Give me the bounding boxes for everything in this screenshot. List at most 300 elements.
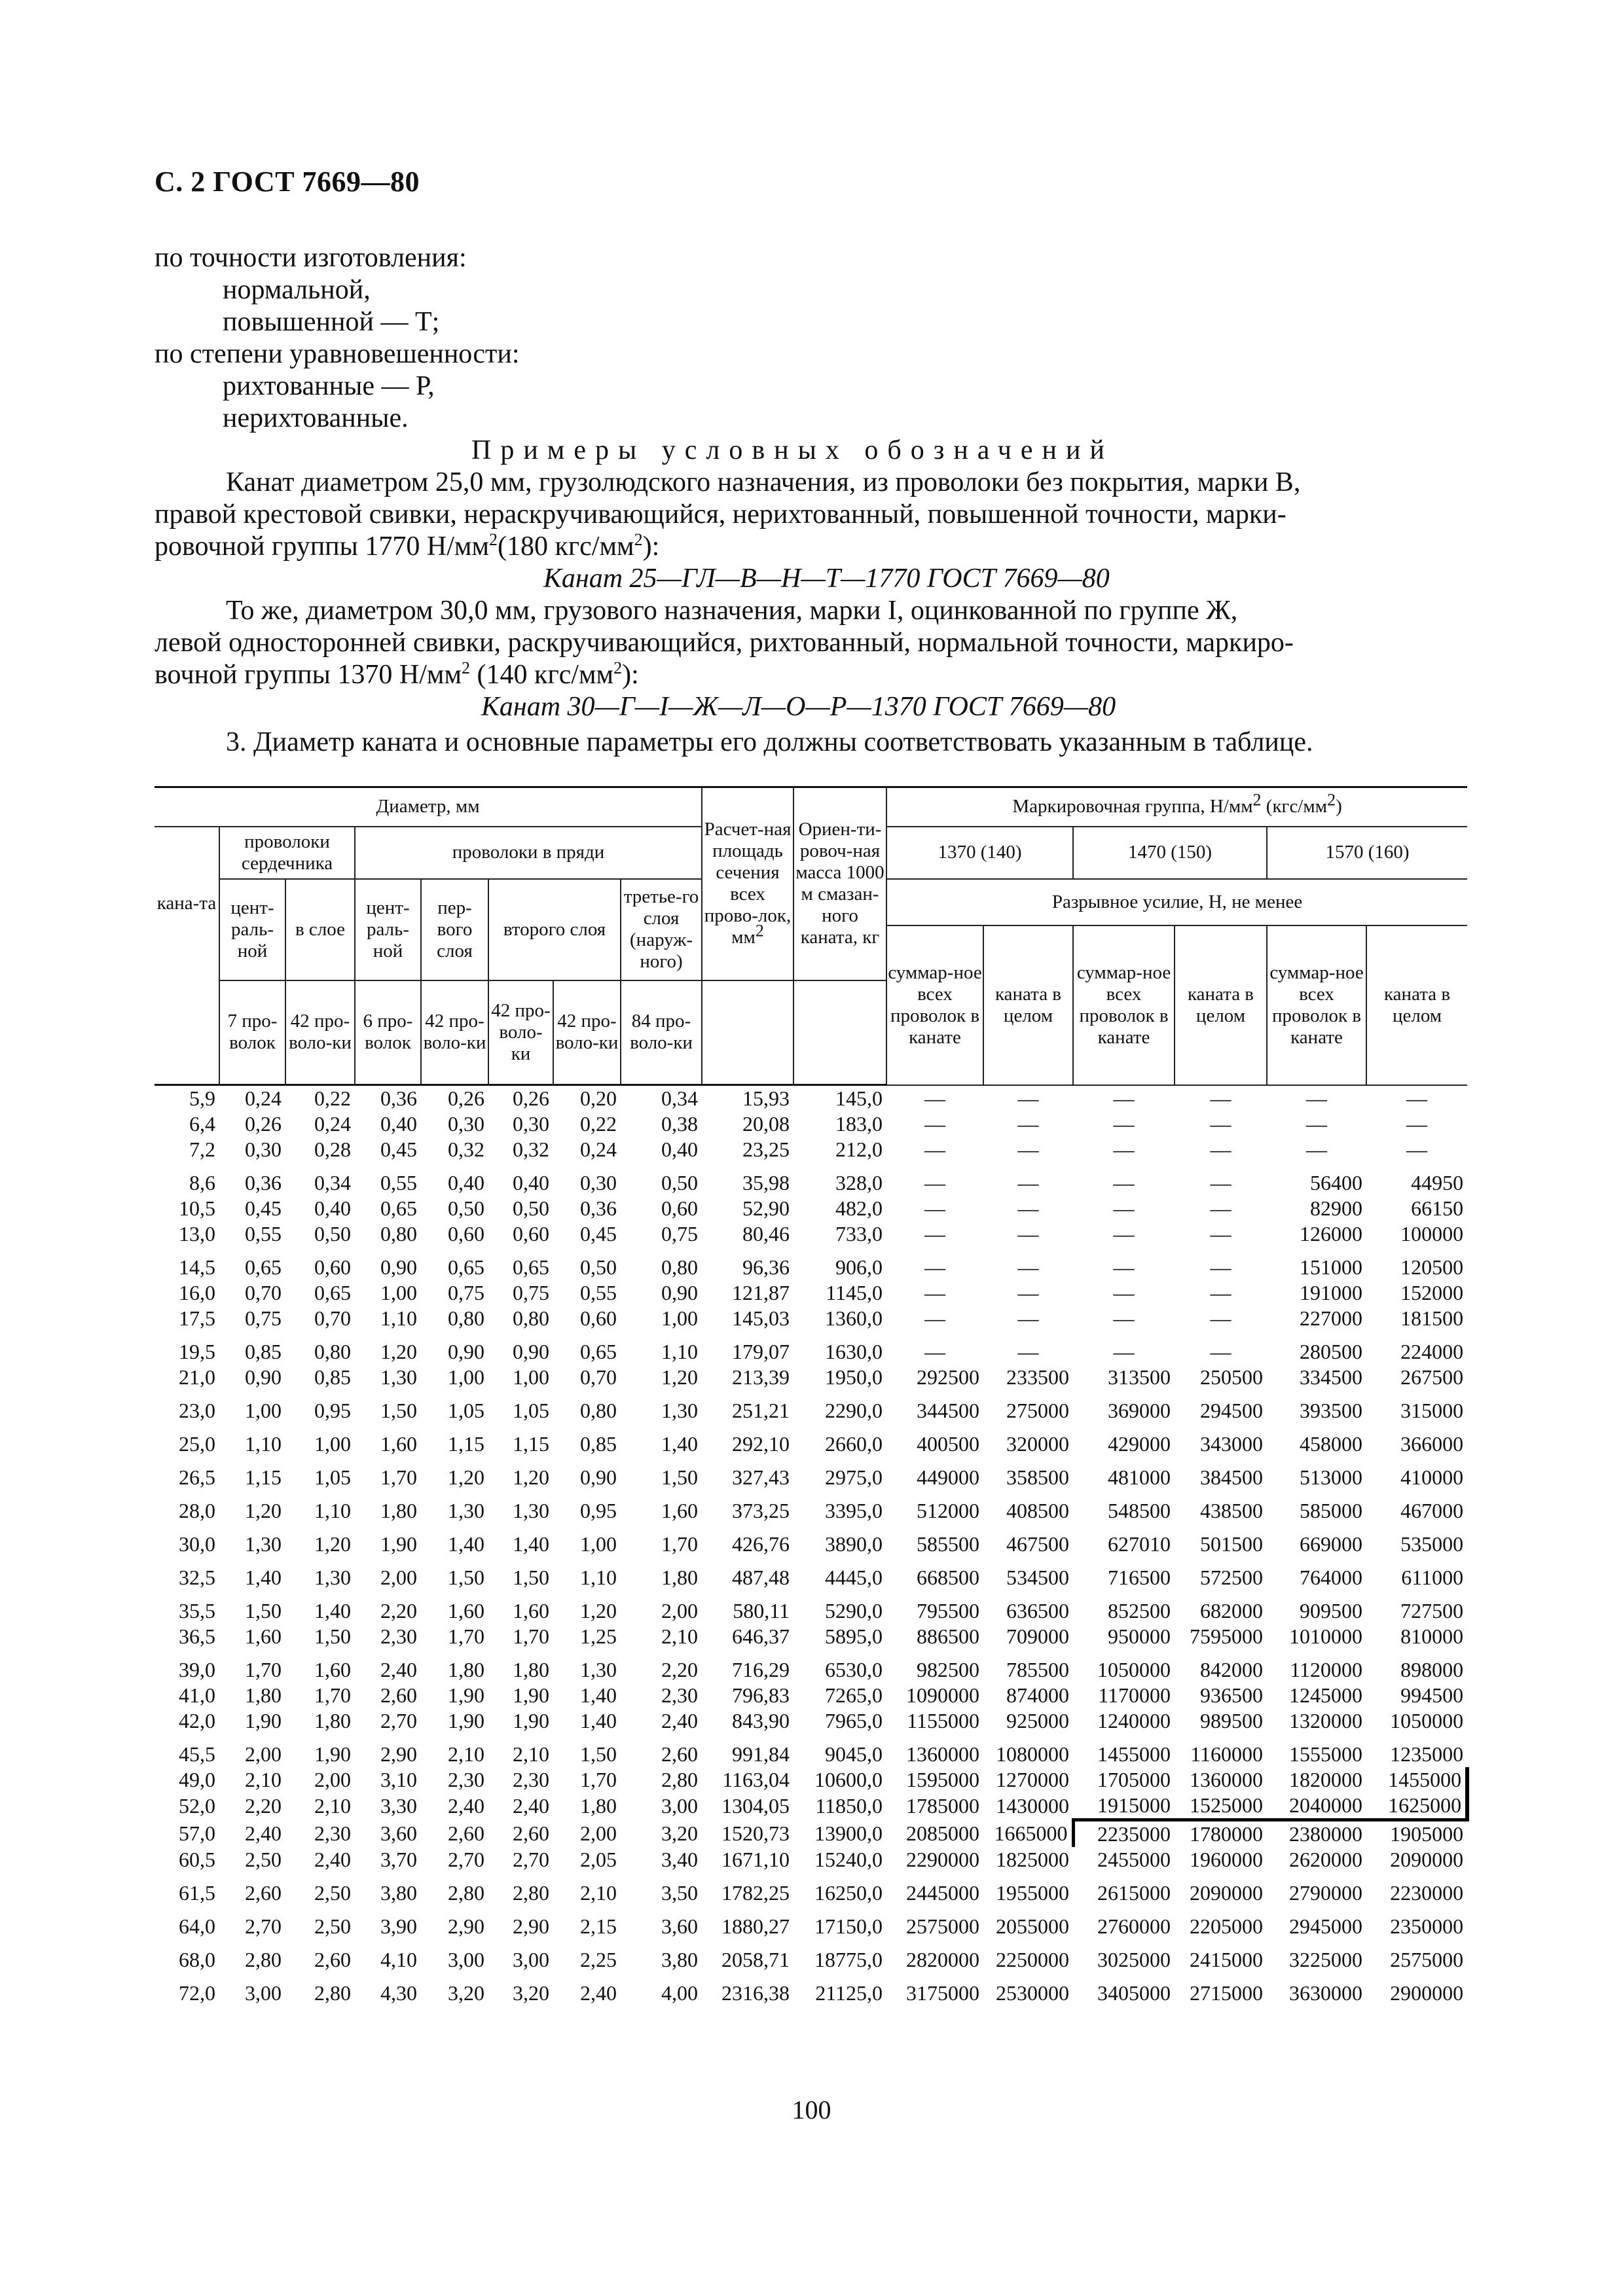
table-cell: 0,30 xyxy=(580,1171,617,1194)
spacer-cell xyxy=(155,1906,1467,1914)
table-row xyxy=(155,1111,1467,1137)
table-cell: 2,40 xyxy=(448,1794,484,1818)
table-cell: 1,15 xyxy=(513,1432,549,1456)
table-cell: 438500 xyxy=(1200,1499,1264,1522)
table-row xyxy=(155,1365,1467,1390)
table-cell: 2,80 xyxy=(661,1768,699,1791)
intro-line: нерихтованные. xyxy=(223,403,409,433)
table-cell: 548500 xyxy=(1108,1499,1171,1522)
group-header: Маркировочная группа, $Н/мм^2$ $(кгс/мм^2)$ xyxy=(886,787,1467,827)
table-cell: 874000 xyxy=(1006,1683,1070,1707)
table-cell: 2,10 xyxy=(661,1624,699,1648)
table-cell: 1320000 xyxy=(1289,1709,1363,1732)
table-cell: 2760000 xyxy=(1097,1914,1171,1938)
table-cell: 1905000 xyxy=(1390,1822,1464,1846)
table-cell: 843,90 xyxy=(732,1709,790,1732)
table-cell: — xyxy=(1017,1196,1039,1220)
table-cell: 886500 xyxy=(917,1624,980,1648)
table-cell: 1090000 xyxy=(906,1683,980,1707)
table-cell: 1,50 xyxy=(245,1599,282,1623)
table-cell: 0,50 xyxy=(661,1171,699,1194)
table-cell: 2,30 xyxy=(448,1768,484,1791)
table-cell: 1,60 xyxy=(513,1599,549,1623)
table-cell: 3405000 xyxy=(1097,1981,1171,2005)
table-cell: 410000 xyxy=(1400,1465,1464,1489)
row-spacer xyxy=(155,1457,1467,1465)
table-cell: 0,65 xyxy=(245,1255,282,1279)
table-cell: 0,90 xyxy=(513,1340,549,1363)
table-header xyxy=(155,787,1467,1085)
table-cell: 15240,0 xyxy=(814,1848,883,1871)
spacer-cell xyxy=(155,1331,1467,1339)
table-cell: 487,48 xyxy=(732,1566,790,1589)
table-cell: 369000 xyxy=(1108,1399,1171,1422)
table-cell: 100000 xyxy=(1400,1222,1464,1246)
table-cell: 344500 xyxy=(917,1399,980,1422)
table-cell: 0,38 xyxy=(661,1112,699,1136)
table-cell: 1,20 xyxy=(380,1340,417,1363)
table-cell: 2,30 xyxy=(380,1624,417,1648)
table-cell: 52,90 xyxy=(742,1196,790,1220)
row-spacer xyxy=(155,1590,1467,1598)
table-cell: 2,10 xyxy=(513,1742,549,1766)
table-cell: 39,0 xyxy=(179,1658,215,1681)
table-cell: 2,50 xyxy=(314,1881,351,1905)
table-cell: 1270000 xyxy=(996,1768,1070,1791)
table-cell: 7265,0 xyxy=(825,1683,883,1707)
table-cell: 1120000 xyxy=(1290,1658,1363,1681)
core-wire-header: проволоки сердечника xyxy=(219,827,355,879)
table-cell: — xyxy=(1210,1222,1231,1246)
table-cell: 0,40 xyxy=(314,1196,351,1220)
table-row xyxy=(155,1085,1467,1112)
table-cell: 181500 xyxy=(1400,1306,1464,1330)
table-cell: — xyxy=(1210,1171,1231,1194)
table-cell: 668500 xyxy=(917,1566,980,1589)
table-cell: 2,90 xyxy=(448,1914,484,1938)
table-cell: 25,0 xyxy=(179,1432,215,1456)
table-cell: 52,0 xyxy=(179,1794,215,1818)
table-cell: 358500 xyxy=(1006,1465,1070,1489)
table-cell: 1,80 xyxy=(314,1709,351,1732)
table-cell: 2,00 xyxy=(245,1742,282,1766)
central-strand-header: цент-раль-ной xyxy=(355,879,421,980)
row-spacer xyxy=(155,1906,1467,1914)
spacer-cell xyxy=(155,1590,1467,1598)
page-header: С. 2 ГОСТ 7669—80 xyxy=(155,166,420,198)
table-cell: 313500 xyxy=(1108,1365,1171,1389)
table-cell: 0,55 xyxy=(380,1171,417,1194)
row-spacer xyxy=(155,1524,1467,1532)
table-cell: — xyxy=(924,1222,946,1246)
table-cell: 393500 xyxy=(1300,1399,1363,1422)
table-cell: 23,0 xyxy=(179,1399,215,1422)
row-spacer xyxy=(155,1973,1467,1981)
table-cell: 35,5 xyxy=(179,1599,215,1623)
table-cell: 2,00 xyxy=(314,1768,351,1791)
in-layer-header: в слое xyxy=(285,879,355,980)
table-cell: 1,40 xyxy=(314,1599,351,1623)
table-cell: 1,40 xyxy=(513,1532,549,1556)
table-cell: 2,40 xyxy=(580,1981,617,2005)
table-cell: 1,80 xyxy=(380,1499,417,1522)
table-cell: 1,90 xyxy=(448,1709,484,1732)
table-cell: — xyxy=(924,1281,946,1304)
table-cell: 1360000 xyxy=(1190,1768,1264,1791)
table-cell: 2,80 xyxy=(513,1881,549,1905)
table-cell: 1525000 xyxy=(1175,1793,1267,1820)
table-cell: 1,60 xyxy=(245,1624,282,1648)
table-cell: 21125,0 xyxy=(815,1981,883,2005)
table-cell: 2,70 xyxy=(448,1848,484,1871)
whole-1470-header: каната в целом xyxy=(1175,925,1267,1085)
table-cell: 0,40 xyxy=(380,1112,417,1136)
table-cell: 275000 xyxy=(1006,1399,1070,1422)
table-cell: 0,75 xyxy=(448,1281,484,1304)
table-cell: — xyxy=(1017,1222,1039,1246)
table-cell: 0,36 xyxy=(380,1086,417,1110)
table-cell: 458000 xyxy=(1300,1432,1363,1456)
table-cell: 0,65 xyxy=(448,1255,484,1279)
table-cell: 61,5 xyxy=(179,1881,215,1905)
table-cell: 1160000 xyxy=(1190,1742,1264,1766)
table-cell: 26,5 xyxy=(179,1465,215,1489)
table-cell: 1145,0 xyxy=(826,1281,883,1304)
table-cell: 2,60 xyxy=(380,1683,417,1707)
table-row xyxy=(155,1847,1467,1873)
spacer-cell xyxy=(155,1390,1467,1398)
table-cell: 0,40 xyxy=(513,1171,549,1194)
table-cell: 727500 xyxy=(1400,1599,1464,1623)
table-cell: 1705000 xyxy=(1097,1768,1171,1791)
table-cell: — xyxy=(1017,1112,1039,1136)
table-cell: 1,70 xyxy=(314,1683,351,1707)
table-cell: 2290000 xyxy=(906,1848,980,1871)
row-spacer xyxy=(155,1557,1467,1565)
table-cell: 0,90 xyxy=(580,1465,617,1489)
table-cell: 1,10 xyxy=(580,1566,617,1589)
table-cell: — xyxy=(924,1306,946,1330)
table-cell: 0,80 xyxy=(448,1306,484,1330)
table-cell: 0,70 xyxy=(245,1281,282,1304)
table-cell: 1,50 xyxy=(513,1566,549,1589)
table-cell: 72,0 xyxy=(179,1981,215,2005)
table-cell: 2,30 xyxy=(513,1768,549,1791)
table-cell: 2085000 xyxy=(906,1821,980,1845)
table-cell: 1,05 xyxy=(513,1399,549,1422)
table-row xyxy=(155,1742,1467,1767)
table-cell: 57,0 xyxy=(179,1821,215,1845)
table-cell: 994500 xyxy=(1400,1683,1464,1707)
table-cell: 1,70 xyxy=(380,1465,417,1489)
table-cell: 3,00 xyxy=(448,1948,484,1971)
table-row xyxy=(155,1532,1467,1557)
wire-count-2: 42 про-воло-ки xyxy=(285,980,355,1085)
area-header: Расчет-ная площадь сечения всех прово-лок, $мм^2$ xyxy=(702,787,793,980)
table-cell: — xyxy=(1017,1255,1039,1279)
table-cell: 2,90 xyxy=(380,1742,417,1766)
table-cell: 3890,0 xyxy=(825,1532,883,1556)
table-cell: 7,2 xyxy=(189,1138,215,1161)
table-cell: — xyxy=(924,1112,946,1136)
table-cell: 1780000 xyxy=(1190,1822,1264,1846)
table-row xyxy=(155,1914,1467,1939)
table-cell: 0,65 xyxy=(513,1255,549,1279)
spacer-cell xyxy=(155,1524,1467,1532)
table-cell: 0,36 xyxy=(245,1171,282,1194)
table-cell: 2620000 xyxy=(1289,1848,1363,1871)
table-cell: 1950,0 xyxy=(825,1365,883,1389)
table-cell: 0,60 xyxy=(314,1255,351,1279)
table-cell: 2,10 xyxy=(448,1742,484,1766)
table-cell: 1,90 xyxy=(245,1709,282,1732)
table-cell: 0,34 xyxy=(661,1086,699,1110)
table-cell: 481000 xyxy=(1108,1465,1171,1489)
table-cell: 2,80 xyxy=(245,1948,282,1971)
table-cell: 1,20 xyxy=(314,1532,351,1556)
table-cell: 328,0 xyxy=(835,1171,883,1194)
table-cell: 2,80 xyxy=(448,1881,484,1905)
table-cell: 2,20 xyxy=(661,1658,699,1681)
table-cell: 1240000 xyxy=(1097,1709,1171,1732)
table-row xyxy=(155,1981,1467,2006)
wire-count-1: 7 про-волок xyxy=(219,980,285,1085)
table-cell: 512000 xyxy=(917,1499,980,1522)
table-cell: 1,90 xyxy=(513,1683,549,1707)
table-cell: 0,95 xyxy=(580,1499,617,1522)
example1-line3: ровочной группы 1770 $Н/мм^2(180$ кгс/$мм^2$): xyxy=(155,530,660,562)
table-cell: 18775,0 xyxy=(814,1948,883,1971)
table-cell: 1050000 xyxy=(1097,1658,1171,1681)
table-cell: 0,50 xyxy=(314,1222,351,1246)
table-cell: 0,60 xyxy=(661,1196,699,1220)
example2-line3: вочной группы 1370 $Н/мм^2$ (140 кгс/$мм^2$): xyxy=(155,658,639,690)
table-cell: 0,85 xyxy=(245,1340,282,1363)
wire-count-3: 6 про-волок xyxy=(355,980,421,1085)
table-cell: 1,00 xyxy=(513,1365,549,1389)
table-cell: 292,10 xyxy=(732,1432,790,1456)
table-cell: — xyxy=(1113,1340,1135,1363)
table-cell: 3225000 xyxy=(1289,1948,1363,1971)
table-row xyxy=(155,1137,1467,1162)
table-cell: 17150,0 xyxy=(814,1914,883,1938)
table-cell: 1,20 xyxy=(245,1499,282,1522)
table-cell: 0,34 xyxy=(314,1171,351,1194)
table-cell: 852500 xyxy=(1108,1599,1171,1623)
table-cell: 1,60 xyxy=(448,1599,484,1623)
table-cell: 2,30 xyxy=(661,1683,699,1707)
table-cell: 2040000 xyxy=(1267,1793,1366,1820)
table-cell: 3,20 xyxy=(448,1981,484,2005)
table-cell: 1155000 xyxy=(907,1709,980,1732)
spacer-cell xyxy=(155,1873,1467,1880)
table-row xyxy=(155,1880,1467,1906)
table-cell: 2290,0 xyxy=(825,1399,883,1422)
table-cell: 534500 xyxy=(1006,1566,1070,1589)
table-cell: 2,60 xyxy=(513,1821,549,1845)
spacer-cell xyxy=(155,1457,1467,1465)
table-cell: 2205000 xyxy=(1190,1914,1264,1938)
table-cell: 2455000 xyxy=(1097,1848,1171,1871)
table-cell: 1,10 xyxy=(314,1499,351,1522)
table-cell: 1820000 xyxy=(1289,1768,1363,1791)
table-cell: 11850,0 xyxy=(815,1794,883,1818)
table-cell: 1,25 xyxy=(580,1624,617,1648)
table-cell: 0,60 xyxy=(580,1306,617,1330)
table-cell: 1,90 xyxy=(513,1709,549,1732)
table-cell: — xyxy=(1210,1086,1231,1110)
table-cell: 1,80 xyxy=(661,1566,699,1589)
table-cell: 0,45 xyxy=(380,1138,417,1161)
table-row xyxy=(155,1221,1467,1247)
table-cell: 991,84 xyxy=(732,1742,790,1766)
table-cell: 10,5 xyxy=(179,1196,215,1220)
table-cell: 2,40 xyxy=(245,1821,282,1845)
table-cell: 2,60 xyxy=(314,1948,351,1971)
whole-1570-header: каната в целом xyxy=(1366,925,1467,1085)
second-layer-header: второго слоя xyxy=(488,879,621,980)
table-cell: — xyxy=(1210,1255,1231,1279)
table-cell: 49,0 xyxy=(179,1768,215,1791)
table-cell: 41,0 xyxy=(179,1683,215,1707)
table-cell: 2,00 xyxy=(580,1821,617,1845)
table-cell: 1455000 xyxy=(1366,1767,1467,1793)
examples-title: Примеры условных обозначений xyxy=(471,435,1114,465)
table-cell: 2900000 xyxy=(1390,1981,1464,2005)
table-cell: — xyxy=(1210,1196,1231,1220)
example1-code: Канат 25—ГЛ—В—Н—Т—1770 ГОСТ 7669—80 xyxy=(543,564,1110,594)
table-cell: 898000 xyxy=(1400,1658,1464,1681)
table-cell: 2,40 xyxy=(513,1794,549,1818)
table-cell: 2575000 xyxy=(906,1914,980,1938)
table-cell: 64,0 xyxy=(179,1914,215,1938)
table-cell: 1,10 xyxy=(245,1432,282,1456)
table-cell: 0,36 xyxy=(580,1196,617,1220)
table-cell: 2,00 xyxy=(661,1599,699,1623)
central-core-header: цент-раль-ной xyxy=(219,879,285,980)
table-cell: 2,00 xyxy=(380,1566,417,1589)
table-cell: 2,25 xyxy=(580,1948,617,1971)
table-cell: 0,22 xyxy=(580,1112,617,1136)
table-cell: 764000 xyxy=(1300,1566,1363,1589)
table-cell: 2,70 xyxy=(245,1914,282,1938)
table-row xyxy=(155,1465,1467,1490)
table-cell: 925000 xyxy=(1006,1709,1070,1732)
table-cell: 795500 xyxy=(917,1599,980,1623)
table-cell: 0,50 xyxy=(580,1255,617,1279)
area-header-blank xyxy=(702,980,793,1085)
third-layer-header: третье-го слоя (наруж-ного) xyxy=(621,879,702,980)
table-cell: 0,80 xyxy=(513,1306,549,1330)
table-cell: 13900,0 xyxy=(814,1821,883,1845)
table-row xyxy=(155,1683,1467,1708)
table-cell: 2,80 xyxy=(314,1981,351,2005)
table-cell: 3,50 xyxy=(661,1881,699,1905)
table-cell: 0,26 xyxy=(513,1086,549,1110)
group-1570-header: 1570 (160) xyxy=(1267,827,1467,879)
table-cell: 0,90 xyxy=(380,1255,417,1279)
table-cell: 0,85 xyxy=(580,1432,617,1456)
table-cell: 120500 xyxy=(1400,1255,1464,1279)
wire-count-5: 42 про-воло-ки xyxy=(488,980,553,1085)
table-cell: 2715000 xyxy=(1190,1981,1264,2005)
group-1470-header: 1470 (150) xyxy=(1073,827,1267,879)
table-cell: 1,80 xyxy=(448,1658,484,1681)
intro-line: по степени уравновешенности: xyxy=(155,339,520,369)
table-cell: 906,0 xyxy=(835,1255,883,1279)
table-cell: 5,9 xyxy=(189,1086,215,1110)
table-cell: 0,60 xyxy=(448,1222,484,1246)
table-cell: 1360,0 xyxy=(825,1306,883,1330)
table-cell: 0,45 xyxy=(580,1222,617,1246)
table-cell: 250500 xyxy=(1200,1365,1264,1389)
table-cell: 4445,0 xyxy=(825,1566,883,1589)
first-layer-header: пер-вого слоя xyxy=(421,879,488,980)
table-cell: 121,87 xyxy=(732,1281,790,1304)
table-row xyxy=(155,1306,1467,1331)
table-cell: 0,90 xyxy=(245,1365,282,1389)
table-cell: 3630000 xyxy=(1289,1981,1363,2005)
table-cell: 2,10 xyxy=(314,1794,351,1818)
table-cell: 1,15 xyxy=(245,1465,282,1489)
table-cell: 2235000 xyxy=(1073,1820,1175,1848)
spacer-cell xyxy=(155,1939,1467,1947)
table-cell: 0,85 xyxy=(314,1365,351,1389)
table-cell: 1,50 xyxy=(380,1399,417,1422)
table-cell: 0,90 xyxy=(448,1340,484,1363)
table-row xyxy=(155,1657,1467,1683)
intro-line: по точности изготовления: xyxy=(155,243,467,273)
table-cell: 1,20 xyxy=(513,1465,549,1489)
table-cell: 82900 xyxy=(1310,1196,1363,1220)
kanata-header: кана-та xyxy=(156,893,217,914)
row-spacer xyxy=(155,1649,1467,1657)
table-cell: 1625000 xyxy=(1366,1793,1467,1820)
table-cell: 3,00 xyxy=(513,1948,549,1971)
table-cell: 5290,0 xyxy=(825,1599,883,1623)
table-cell: 1235000 xyxy=(1390,1742,1464,1766)
table-cell: 1,20 xyxy=(580,1599,617,1623)
table-cell: 7965,0 xyxy=(825,1709,883,1732)
table-cell: 2250000 xyxy=(996,1948,1070,1971)
table-cell: 842000 xyxy=(1200,1658,1264,1681)
table-cell: 28,0 xyxy=(179,1499,215,1522)
row-spacer xyxy=(155,1247,1467,1255)
mass-header-blank xyxy=(793,980,886,1085)
table-row xyxy=(155,1565,1467,1590)
table-cell: 2055000 xyxy=(996,1914,1070,1938)
table-cell: 0,70 xyxy=(314,1306,351,1330)
table-cell: 1,30 xyxy=(314,1566,351,1589)
spacer-cell xyxy=(155,1973,1467,1981)
table-cell: 1,30 xyxy=(513,1499,549,1522)
table-cell: 2530000 xyxy=(996,1981,1070,2005)
table-cell: 0,80 xyxy=(580,1399,617,1422)
table-row xyxy=(155,1767,1467,1793)
table-cell: 1,30 xyxy=(380,1365,417,1389)
table-cell: 2790000 xyxy=(1289,1881,1363,1905)
table-cell: — xyxy=(1210,1112,1231,1136)
table-cell: 2,15 xyxy=(580,1914,617,1938)
sum-1470-header: суммар-ное всех проволок в канате xyxy=(1073,925,1175,1085)
table-cell: 373,25 xyxy=(732,1499,790,1522)
table-cell: 950000 xyxy=(1108,1624,1171,1648)
table-cell: — xyxy=(1017,1281,1039,1304)
table-cell: — xyxy=(1210,1138,1231,1161)
table-cell: 21,0 xyxy=(179,1365,215,1389)
table-cell: 580,11 xyxy=(733,1599,790,1623)
table-cell: 3175000 xyxy=(906,1981,980,2005)
